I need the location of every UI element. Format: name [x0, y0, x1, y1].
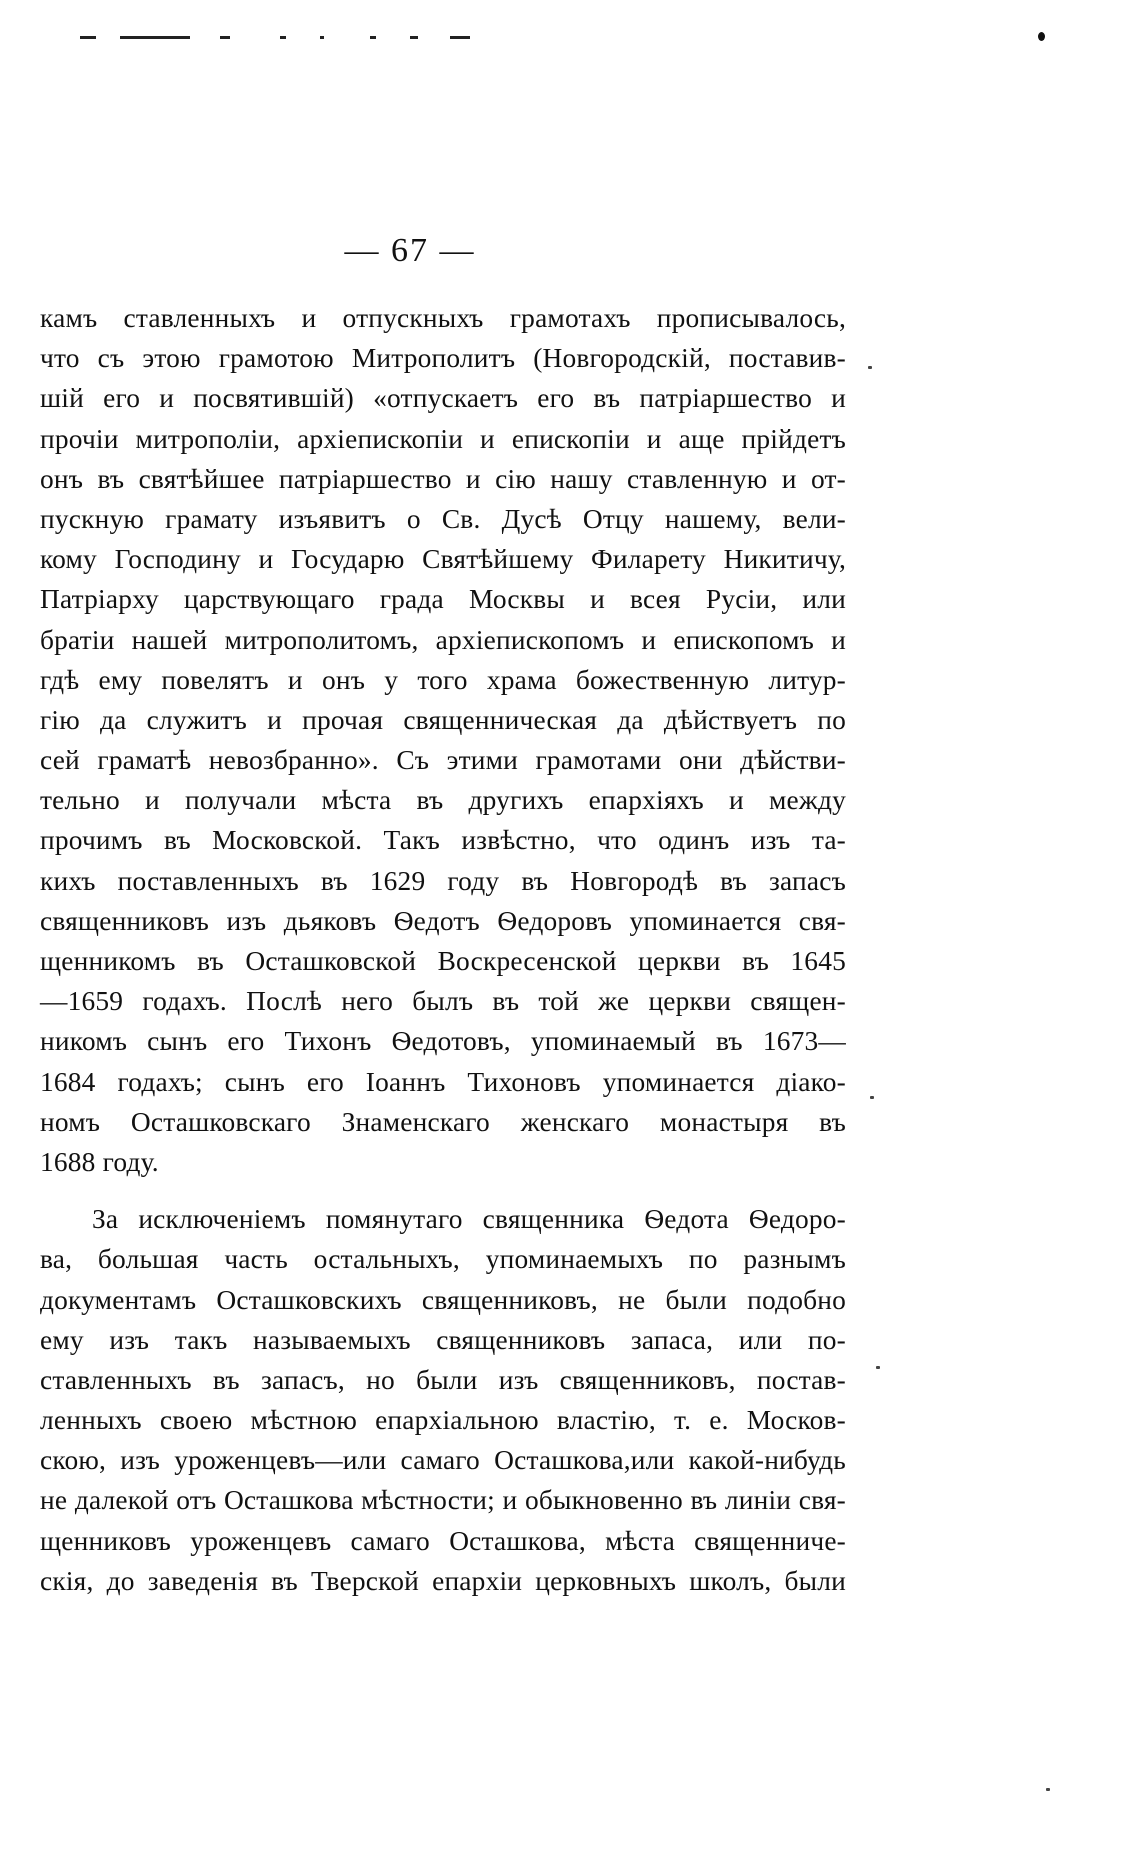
text-line: гію да служитъ и прочая священническая да дѣйствуетъ по: [40, 704, 846, 735]
scan-speck: [876, 1366, 880, 1369]
text-line: 1684 годахъ; сынъ его Іоаннъ Тихоновъ упоминается діако-: [40, 1066, 846, 1097]
text-line: братіи нашей митрополитомъ, архіепископомъ и епископомъ и: [40, 624, 846, 655]
scan-speck: [868, 366, 872, 369]
text-line: кому Господину и Государю Святѣйшему Филарету Никитичу,: [40, 544, 846, 575]
text-line: кихъ поставленныхъ въ 1629 году въ Новгородѣ въ запасъ: [40, 865, 846, 896]
scan-speck: [870, 1096, 874, 1099]
text-line: Патріарху царствующаго града Москвы и всея Русіи, или: [40, 584, 846, 615]
text-line: что съ этою грамотою Митрополитъ (Новгородскій, поставив-: [40, 343, 846, 374]
text-line: гдѣ ему повелятъ и онъ у того храма божественную литур-: [40, 664, 846, 695]
text-line: прочіи митрополіи, архіепископіи и епископіи и аще прійдетъ: [40, 423, 846, 454]
text-line: щенникомъ въ Осташковской Воскресенской церкви въ 1645: [40, 946, 846, 976]
text-line: прочимъ въ Московской. Такъ извѣстно, что одинъ изъ та-: [40, 825, 846, 856]
text-line: щенниковъ уроженцевъ самаго Осташкова, мѣста священниче-: [40, 1525, 846, 1556]
text-line: ва, большая часть остальныхъ, упоминаемыхъ по разнымъ: [40, 1244, 846, 1275]
paragraph-1: [40, 298, 846, 1182]
body-text: [40, 298, 846, 1601]
text-line: скія, до заведенія въ Тверской епархіи церковныхъ школъ, были: [40, 1565, 846, 1596]
text-line: За исключеніемъ помянутаго священника Ѳедота Ѳедоро-: [92, 1204, 846, 1235]
text-line: пускную грамату изъявитъ о Св. Дусѣ Отцу нашему, вели-: [40, 503, 846, 534]
text-line: —1659 годахъ. Послѣ него былъ въ той же церкви священ-: [40, 986, 846, 1017]
text-line: тельно и получали мѣста въ другихъ епархіяхъ и между: [40, 785, 846, 816]
text-line: сей граматѣ невозбранно». Съ этими грамотами они дѣйстви-: [40, 745, 846, 776]
text-line: камъ ставленныхъ и отпускныхъ грамотахъ прописывалось,: [40, 303, 846, 333]
text-line: онъ въ святѣйшее патріаршество и сію нашу ставленную и от-: [40, 463, 846, 494]
scan-speck: [1046, 1788, 1050, 1791]
text-line: шій его и посвятившій) «отпускаетъ его въ патріаршество и: [40, 383, 846, 414]
text-line: документамъ Осташковскихъ священниковъ, не были подобно: [40, 1284, 846, 1315]
paragraph-2: [40, 1199, 846, 1601]
text-line: скою, изъ уроженцевъ—или самаго Осташкова,или какой-нибудь: [40, 1445, 846, 1476]
text-line: ему изъ такъ называемыхъ священниковъ запаса, или по-: [40, 1324, 846, 1355]
text-line: номъ Осташковскаго Знаменскаго женскаго монастыря въ: [40, 1106, 846, 1137]
corner-ink-dot: [1038, 32, 1045, 41]
text-line: никомъ сынъ его Тихонъ Ѳедотовъ, упоминаемый въ 1673—: [40, 1026, 846, 1057]
page-number: — 67 —: [344, 232, 476, 269]
text-line: ленныхъ своею мѣстною епархіальною властію, т. е. Москов-: [40, 1405, 846, 1436]
text-line: ставленныхъ въ запасъ, но были изъ священниковъ, постав-: [40, 1364, 846, 1395]
top-scan-marks: [80, 30, 500, 44]
text-line: священниковъ изъ дьяковъ Ѳедотъ Ѳедоровъ упоминается свя-: [40, 905, 846, 936]
text-line: не далекой отъ Осташкова мѣстности; и обыкновенно въ линіи свя-: [40, 1485, 846, 1516]
text-line: 1688 году.: [40, 1146, 159, 1177]
